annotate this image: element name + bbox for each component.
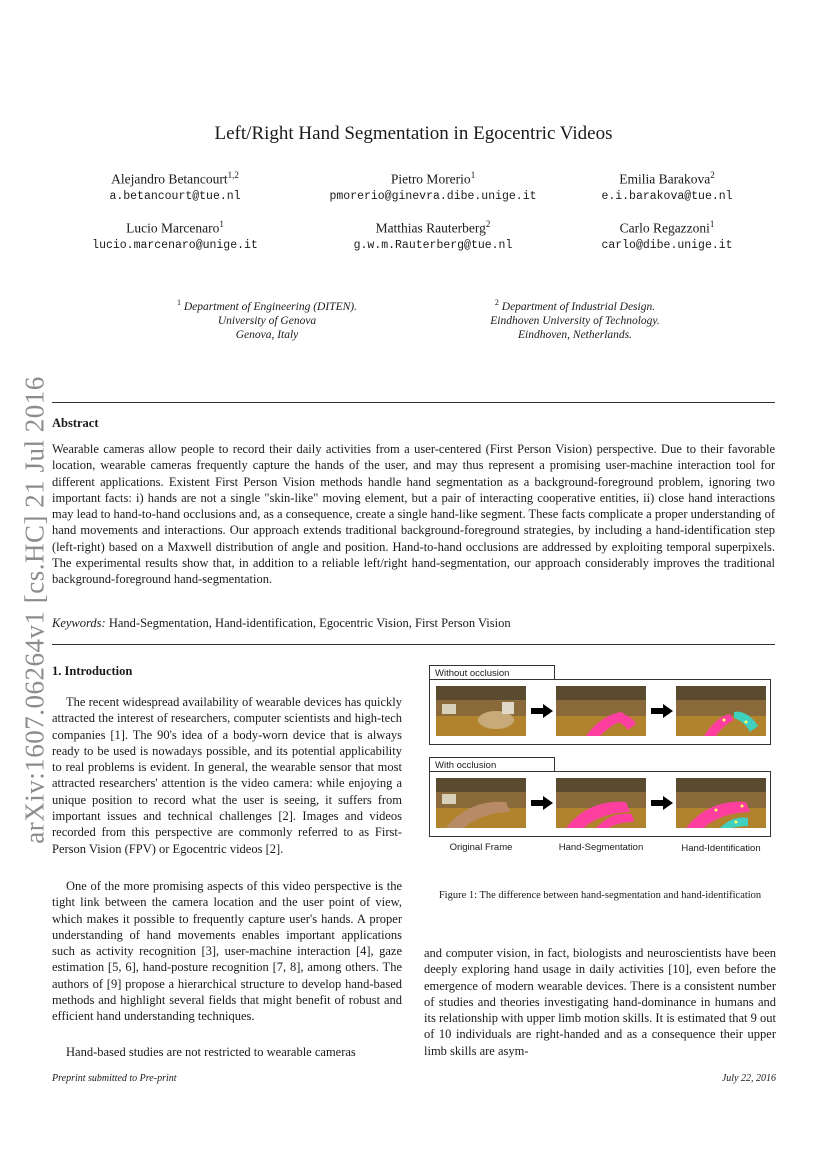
intro-paragraph-2: One of the more promising aspects of this video perspective is the tight link between the camera location and the user point of view, which makes it possible to frequently capture user's hands. A proper understanding of hand movements enables important applications such as activity recognition [3], user-machine interaction [4], gaze estimation [5, 6], hand-posture recognition [7, 8], among others. The authors of [9] propose a hierarchical structure to develop hand-based methods and highlight several fields that might benefit of robust and efficient hand understanding techniques. [52,879,402,1024]
author-email[interactable]: pmorerio@ginevra.dibe.unige.it [329,189,537,203]
intro-paragraph-3: Hand-based studies are not restricted to wearable cameras [66,1045,356,1059]
figure-column-label: Hand-Segmentation [558,842,644,853]
affiliation-1 [137,296,397,342]
author-name: Matthias Rauterberg [375,220,486,236]
author-email[interactable]: a.betancourt@tue.nl [109,189,241,203]
affiliation-2 [445,296,705,342]
author-name: Carlo Regazzoni [619,220,710,236]
figure-image-hand-identification [676,778,766,828]
author-block [55,219,295,252]
figure-column-label: Hand-Identification [681,843,761,854]
arxiv-stamp-text: arXiv:1607.06264v1 [cs.HC] 21 Jul 2016 [19,376,50,844]
figure-image-hand-identification [676,686,766,736]
author-name: Emilia Barakova [619,171,711,187]
author-sup: 1 [709,219,715,229]
author-block [313,219,553,252]
section-heading-introduction: 1. Introduction [52,664,133,678]
author-sup: 2 [710,170,715,180]
author-block [547,170,787,203]
affiliation-line: University of Genova [217,314,317,327]
figure-caption: Figure 1: The difference between hand-segmentation and hand-identification [438,890,762,901]
author-name: Alejandro Betancourt [111,171,228,187]
author-email[interactable]: lucio.marcenaro@unige.it [92,238,258,252]
intro-paragraph-1: The recent widespread availability of wearable devices has quickly attracted the interest of researchers, computer scientists and high-tech companies [1]. The 90's idea of a body-worn device that is always ready to be used is nowadays possible, and its potential applicability to real problems is evident. In general, the wearable sensor that most attracted researchers' attention is the video camera: while enjoying a unique position to record what the user is seeing, it suffers from important issues and technical challenges [2]. Images and videos recorded from this perspective are commonly referred to as First-Person Vision (FPV) or Egocentric videos [2]. [52,695,402,856]
keywords [52,616,511,631]
figure-image-original-frame [436,686,526,736]
figure-row-label: With occlusion [429,757,555,772]
intro-paragraph-continued: and computer vision, in fact, biologists and neuroscientists have been deeply exploring hand usage in daily activities [10], even before the emergence of modern wearable devices. There is a consistent number of studies and theories investigating hand-dominance in humans and its relationship with upper limb motion skills. It is estimated that 9 out of 10 individuals are right-handed and as a consequence their upper limb skills are asym- [424,946,776,1058]
affiliation-sup: 1 [177,298,181,307]
figure-column-label: Original Frame [449,842,513,853]
author-block [55,170,295,203]
figure-row-label: Without occlusion [429,665,555,680]
figure-image-hand-segmentation [556,686,646,736]
arrow-right-icon [651,704,673,718]
affiliation-line: Genova, Italy [235,328,299,341]
author-sup: 1 [470,170,476,180]
paper-title: Left/Right Hand Segmentation in Egocentric Videos [214,123,613,144]
keywords-label: Keywords: [52,616,106,630]
arrow-right-icon [651,796,673,810]
author-email[interactable]: carlo@dibe.unige.it [601,238,733,252]
abstract-text: Wearable cameras allow people to record their daily activities from a user-centered (First Person Vision) perspective. Due to their favorable location, wearable cameras frequently capture the hands of the user, and may thus represent a promising user-machine interaction tool for different applications. Existent First Person Vision methods handle hand segmentation as a background-foreground problem, ignoring two important facts: i) hands are not a single "skin-like" moving element, but a pair of interacting cooperative entities, ii) close hand interactions may lead to hand-to-hand occlusions and, as a consequence, create a single hand-like segment. These facts complicate a proper understanding of hand movements and interactions. Our approach extends traditional background-foreground strategies, by including a hand-identification step (left-right) based on a Maxwell distribution of angle and position. Hand-to-hand occlusions are addressed by exploiting temporal superpixels. The experimental results show that, in addition to a reliable left/right hand-segmentation, our approach considerably improves the traditional background-foreground hand-segmentation. [52,442,775,587]
author-sup: 2 [485,219,491,229]
figure-image-hand-segmentation [556,778,646,828]
author-sup: 1 [219,219,224,229]
affiliation-line: Eindhoven, Netherlands. [517,328,633,341]
affiliation-line: Eindhoven University of Technology. [490,314,660,327]
affiliation-line: Department of Industrial Design. [501,300,656,313]
arrow-right-icon [531,704,553,718]
figure-image-original-frame [436,778,526,828]
abstract-heading: Abstract [52,416,99,430]
keywords-text: Hand-Segmentation, Hand-identification, Egocentric Vision, First Person Vision [108,616,511,630]
author-block [313,170,553,203]
footer-left: Preprint submitted to Pre-print [52,1073,177,1084]
footer-date: July 22, 2016 [721,1073,776,1084]
arxiv-stamp [16,370,54,850]
author-email[interactable]: g.w.m.Rauterberg@tue.nl [353,238,513,252]
author-block [547,219,787,252]
divider [52,644,775,645]
author-sup: 1,2 [227,170,239,180]
divider [52,402,775,403]
author-name: Lucio Marcenaro [126,220,220,236]
arrow-right-icon [531,796,553,810]
affiliation-line: Department of Engineering (DITEN). [183,300,357,313]
affiliation-sup: 2 [494,298,499,307]
author-email[interactable]: e.i.barakova@tue.nl [601,189,733,203]
author-name: Pietro Morerio [390,171,471,187]
